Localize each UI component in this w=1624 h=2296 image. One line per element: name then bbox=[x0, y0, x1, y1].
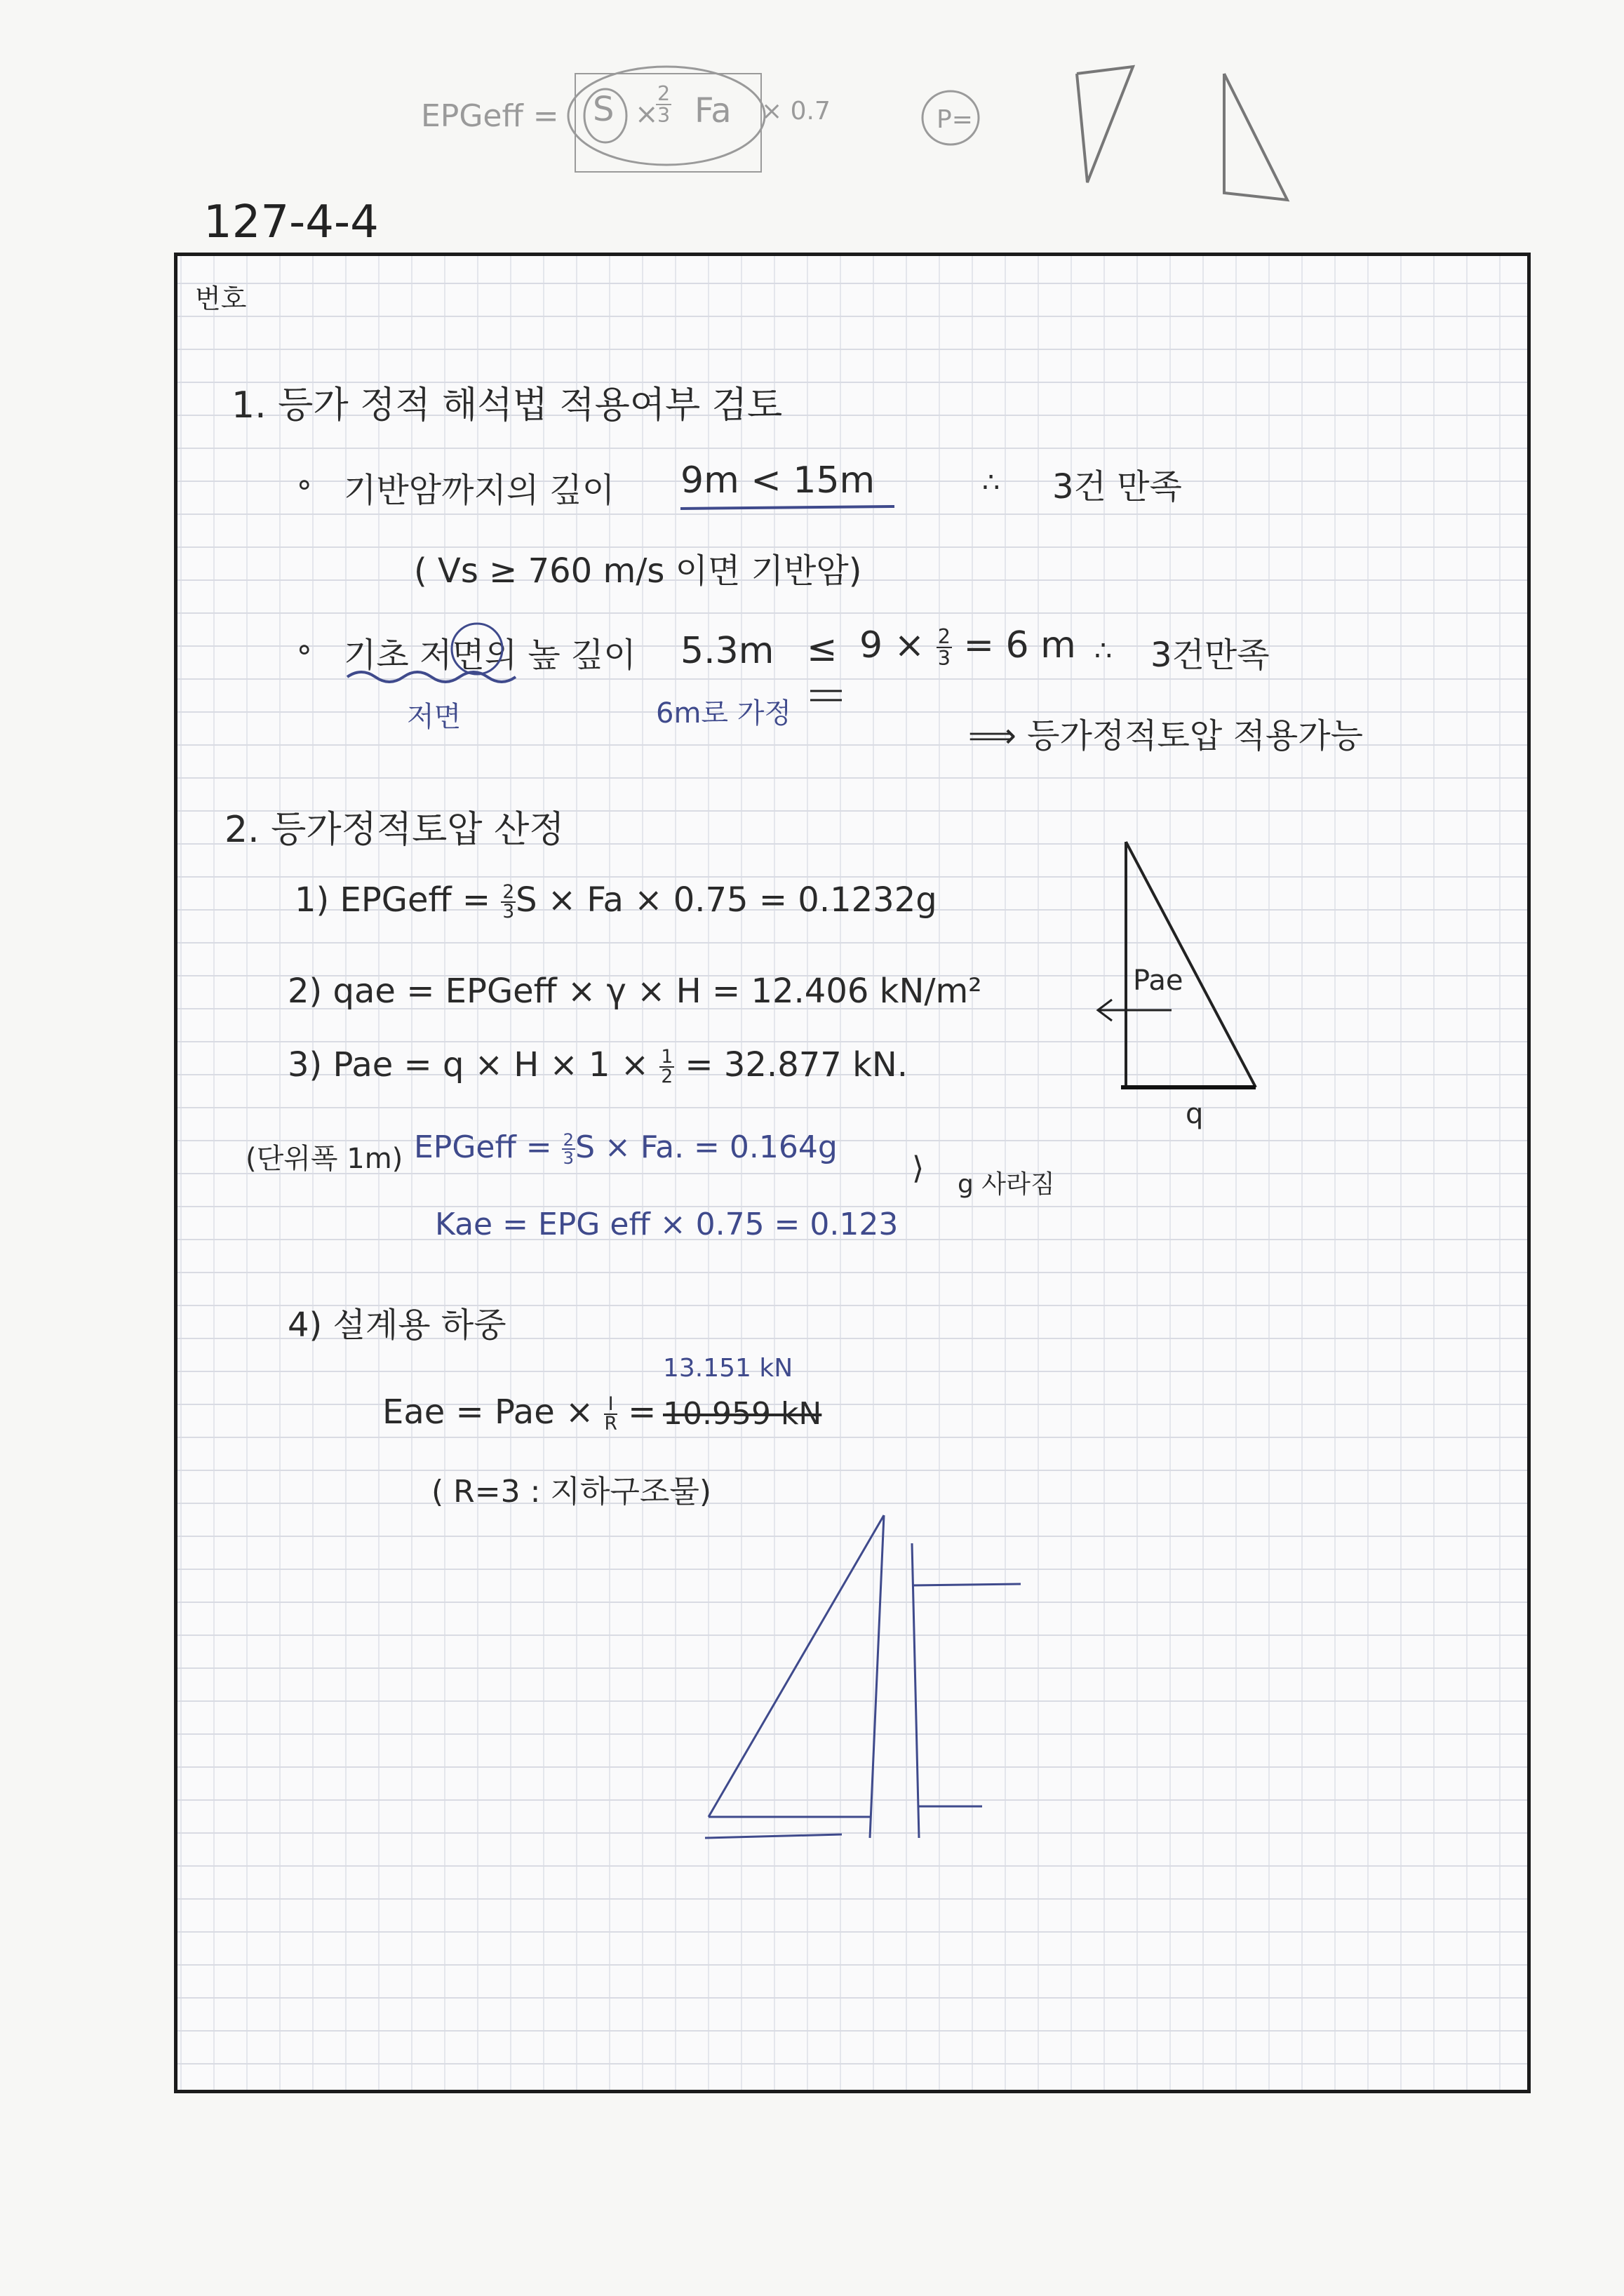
alt-line-1-lhs: EPGeff = bbox=[414, 1129, 552, 1165]
side-note: (단위폭 1m) bbox=[246, 1143, 403, 1175]
top-note-Fa: Fa bbox=[694, 91, 732, 130]
line-4-num: I bbox=[604, 1395, 617, 1415]
alt-line-1-rhs: S × Fa. = 0.164g bbox=[575, 1129, 838, 1165]
line-4-equals: = bbox=[628, 1392, 657, 1432]
conclusion: ⟹ 등가정적토압 적용가능 bbox=[968, 716, 1364, 756]
line-2: 2) qae = EPGeff × γ × H = 12.406 kN/m² bbox=[288, 972, 982, 1011]
bullet-2-mark: ∴ bbox=[1094, 635, 1113, 667]
alt-brace: ⟩ bbox=[912, 1150, 925, 1186]
top-note-S: S bbox=[593, 90, 615, 129]
line-3-num: 1 bbox=[661, 1045, 673, 1068]
top-note-lhs: EPGeff = bbox=[421, 98, 559, 134]
bullet-2-correction: 저면 bbox=[407, 701, 462, 733]
line-1-lhs: 1) EPGeff = bbox=[295, 880, 491, 920]
line-1-den: 3 bbox=[502, 901, 515, 922]
line-3-den: 2 bbox=[661, 1066, 673, 1087]
line-4-corrected: 13.151 kN bbox=[663, 1354, 793, 1383]
bullet-1-value: 9m < 15m bbox=[680, 459, 875, 502]
bullet-2-value: 5.3m bbox=[680, 630, 774, 672]
problem-id: 127-4-4 bbox=[203, 196, 379, 248]
bullet-2-calc-den: 3 bbox=[937, 646, 951, 670]
alt-note: g 사라짐 bbox=[958, 1170, 1055, 1199]
diagram-label-q: q bbox=[1186, 1098, 1204, 1130]
bullet-2-calc-a: 9 × bbox=[859, 624, 925, 666]
top-note-num: 2 bbox=[657, 81, 671, 106]
top-note-tail: × 0.7 bbox=[761, 97, 831, 126]
line-4-lhs: Eae = Pae × bbox=[382, 1392, 594, 1432]
alt-line-2: Kae = EPG eff × 0.75 = 0.123 bbox=[435, 1207, 899, 1242]
bullet-1-result: 3건 만족 bbox=[1052, 467, 1182, 506]
bullet-2-pre: 기초 저 bbox=[344, 636, 452, 675]
bullet-2-calc-b: = 6 m bbox=[963, 624, 1076, 666]
top-note-den: 3 bbox=[657, 103, 671, 127]
line-4-den: R bbox=[604, 1413, 617, 1435]
bullet-2-post: 의 높 깊이 bbox=[484, 636, 636, 675]
diagram-label-pae: Pae bbox=[1133, 965, 1183, 997]
bullet-1-dot: ∘ bbox=[295, 466, 314, 502]
bullet-1-mark: ∴ bbox=[982, 466, 1000, 499]
top-note-times: × bbox=[635, 98, 659, 130]
section-1-title: 1. 등가 정적 해석법 적용여부 검토 bbox=[231, 384, 783, 427]
bullet-2-circled: 면 bbox=[452, 636, 485, 675]
line-4-struck: 10.959 kN bbox=[663, 1396, 822, 1432]
bullet-2-rel: ≤ bbox=[807, 628, 838, 670]
bullet-1-text: 기반암까지의 깊이 bbox=[344, 471, 615, 510]
line-4-title: 4) 설계용 하중 bbox=[288, 1305, 506, 1345]
bullet-2-dot: ∘ bbox=[295, 631, 314, 667]
line-3-lhs: 3) Pae = q × H × 1 × bbox=[288, 1045, 650, 1085]
alt-line-1-num: 2 bbox=[563, 1129, 575, 1150]
section-2-title: 2. 등가정적토압 산정 bbox=[224, 809, 565, 851]
bullet-2-result: 3건만족 bbox=[1150, 636, 1270, 675]
line-1-rhs: S × Fa × 0.75 = 0.1232g bbox=[516, 880, 937, 920]
bullet-1-note: ( Vs ≥ 760 m/s 이면 기반암) bbox=[414, 551, 862, 591]
line-1-num: 2 bbox=[502, 880, 515, 903]
alt-line-1-den: 3 bbox=[563, 1148, 575, 1168]
bullet-2-assume: 6m로 가정 bbox=[656, 697, 792, 730]
sheet-header-label: 번호 bbox=[195, 283, 247, 314]
top-note-p-mark: P= bbox=[937, 105, 973, 134]
bullet-2-calc-num: 2 bbox=[937, 624, 951, 649]
line-4-note: ( R=3 : 지하구조물) bbox=[431, 1474, 712, 1510]
line-3-rhs: = 32.877 kN. bbox=[685, 1045, 908, 1085]
